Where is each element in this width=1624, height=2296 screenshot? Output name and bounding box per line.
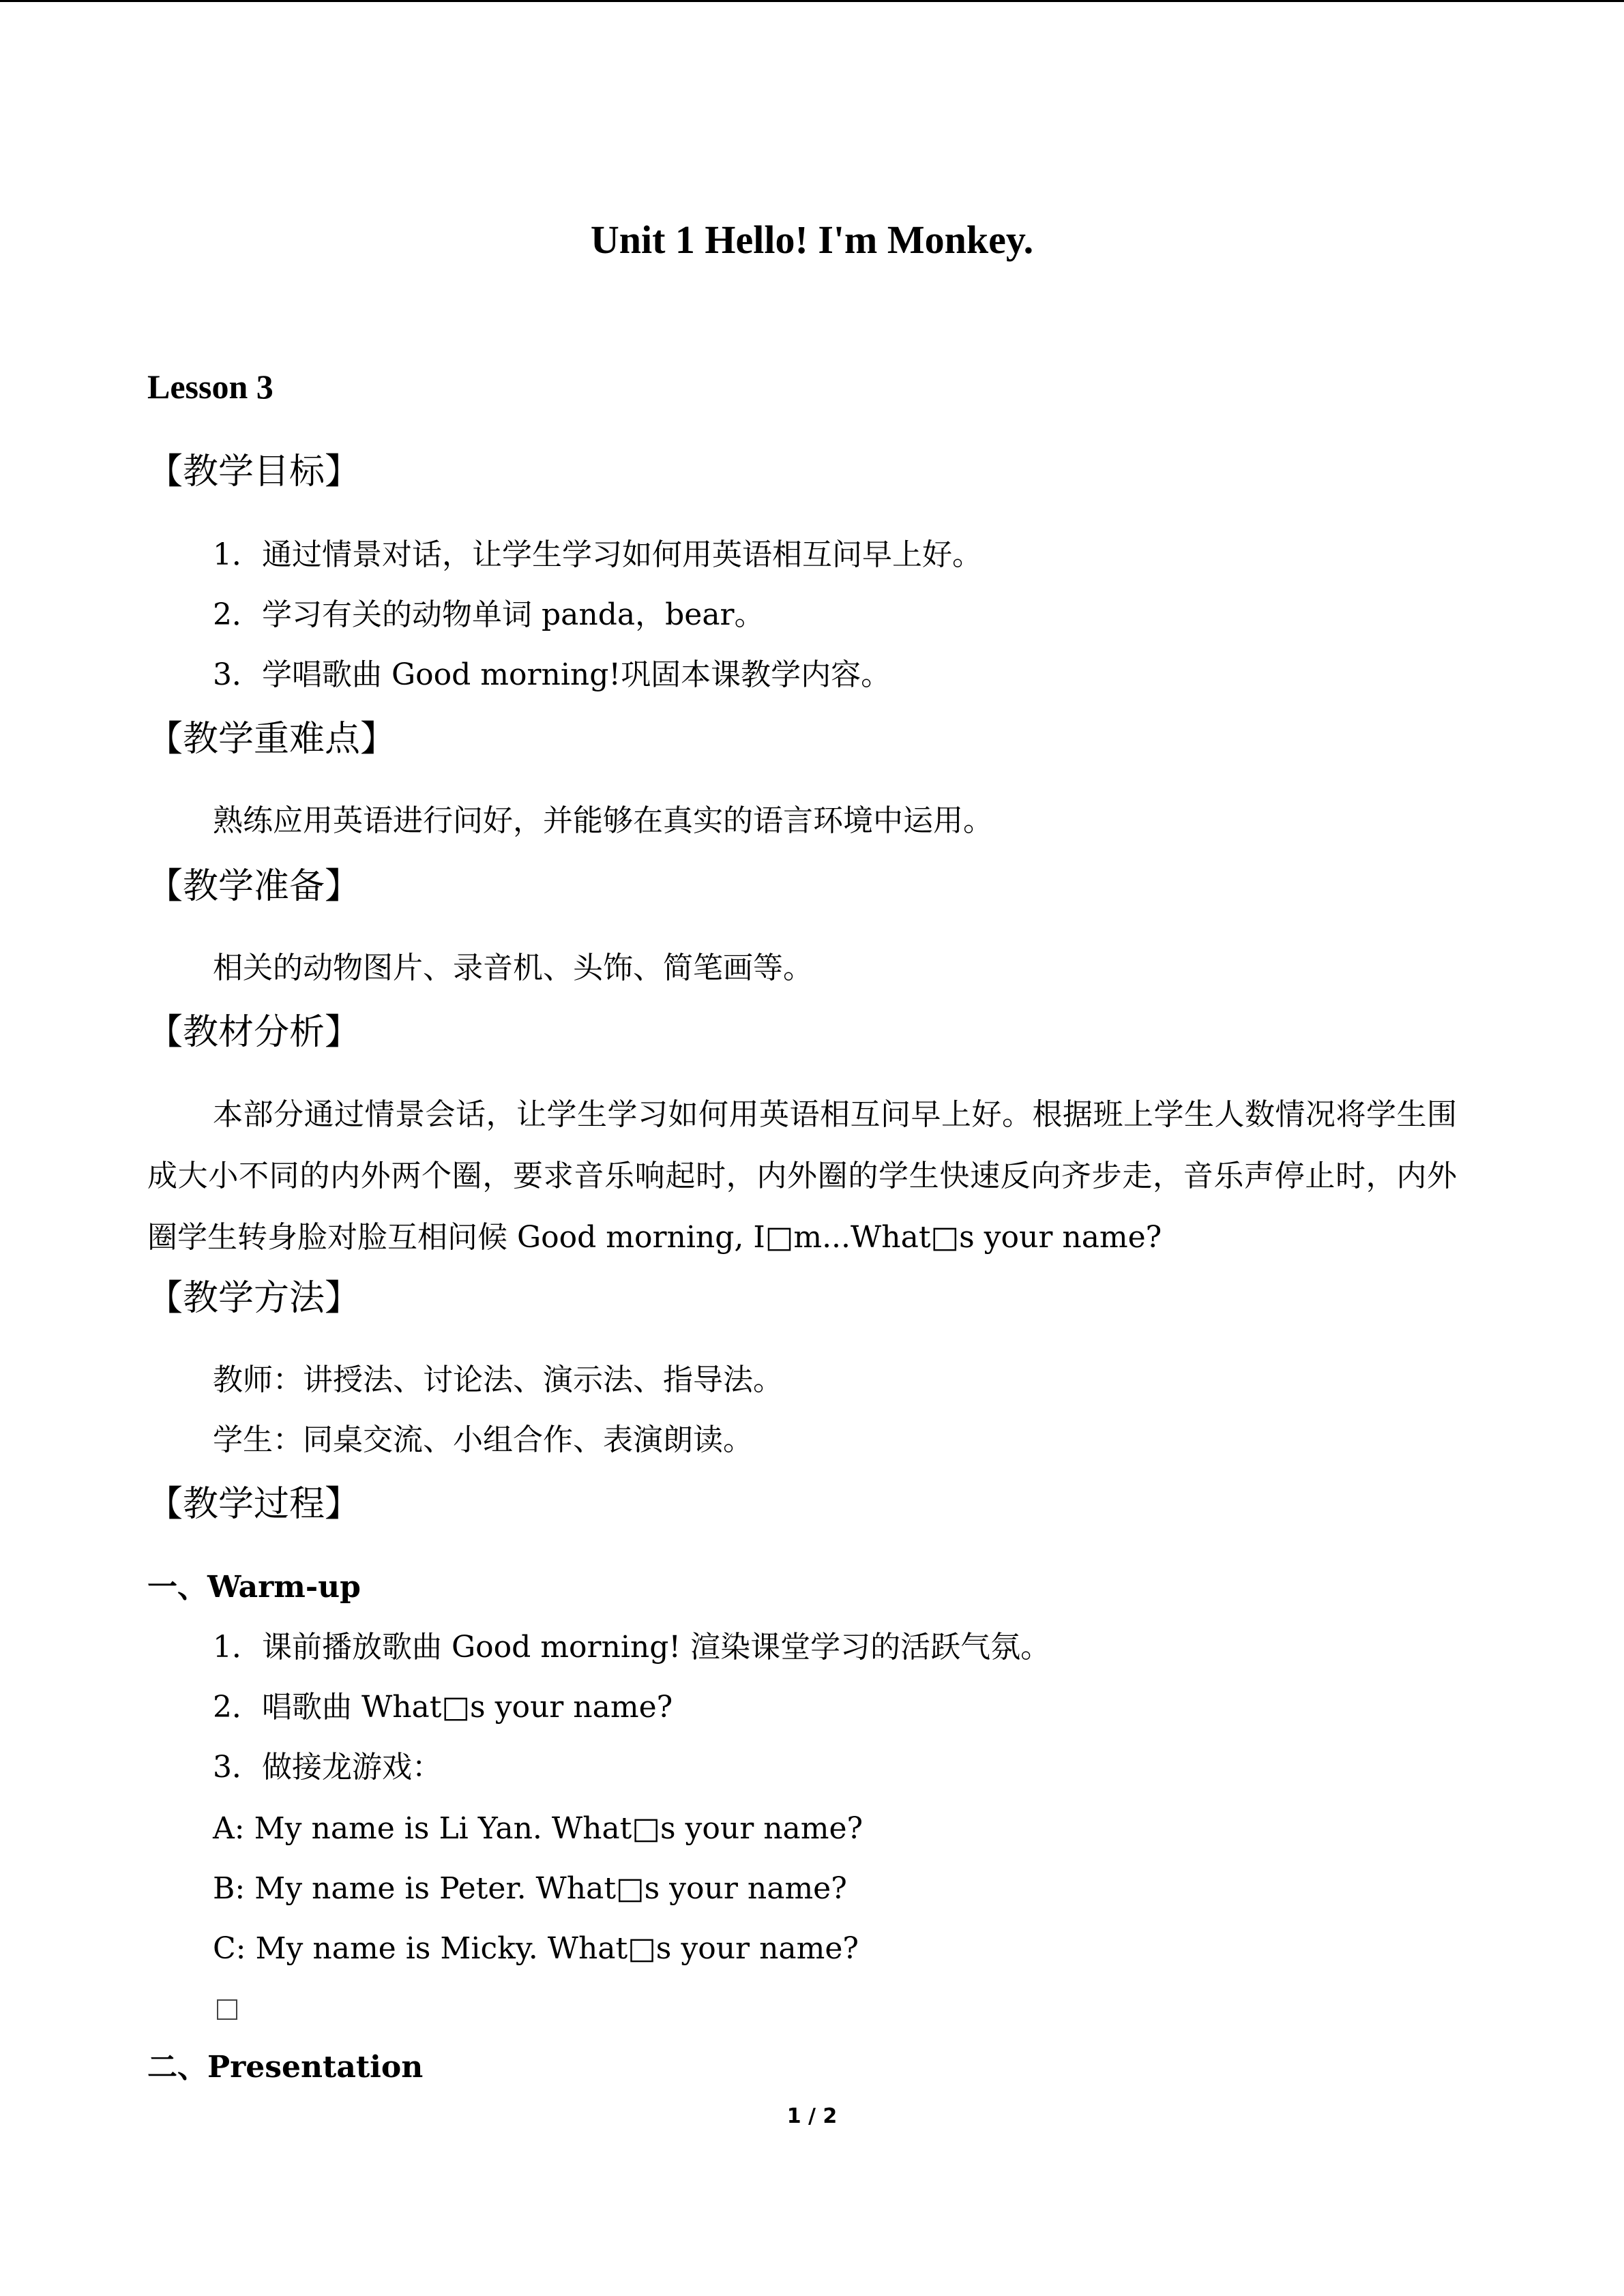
lesson-label: Lesson 3 [147, 368, 274, 406]
preparation-text: 相关的动物图片、录音机、头饰、简笔画等。 [213, 951, 813, 985]
methods-student: 学生：同桌交流、小组合作、表演朗读。 [213, 1422, 753, 1457]
preparation-heading: 【教学准备】 [147, 866, 361, 907]
warmup-title: 一、Warm-up [147, 1570, 361, 1605]
analysis-heading: 【教材分析】 [147, 1012, 361, 1053]
objective-item-2: 2．学习有关的动物单词 panda，bear。 [213, 597, 765, 632]
document-title: Unit 1 Hello! I'm Monkey. [590, 218, 1034, 262]
empty-box-glyph [217, 1999, 237, 2020]
warmup-item-1: 1．课前播放歌曲 Good morning! 渲染课堂学习的活跃气氛。 [213, 1630, 1051, 1665]
objective-item-3: 3．学唱歌曲 Good morning!巩固本课教学内容。 [213, 657, 891, 692]
presentation-title: 二、Presentation [147, 2050, 424, 2085]
process-heading: 【教学过程】 [147, 1484, 361, 1525]
dialog-line-c: C: My name is Micky. What□s your name? [213, 1931, 859, 1966]
warmup-item-3: 3．做接龙游戏： [213, 1750, 442, 1785]
methods-teacher: 教师：讲授法、讨论法、演示法、指导法。 [213, 1362, 783, 1397]
key-points-heading: 【教学重难点】 [147, 719, 396, 760]
warmup-item-2: 2．唱歌曲 What□s your name? [213, 1690, 673, 1725]
top-border-line [0, 0, 1624, 2]
methods-heading: 【教学方法】 [147, 1278, 361, 1319]
dialog-line-b: B: My name is Peter. What□s your name? [213, 1871, 847, 1906]
objective-item-1: 1．通过情景对话，让学生学习如何用英语相互问早上好。 [213, 537, 982, 572]
dialog-line-a: A: My name is Li Yan. What□s your name? [213, 1811, 863, 1846]
objectives-heading: 【教学目标】 [147, 451, 361, 492]
analysis-paragraph: 本部分通过情景会话，让学生学习如何用英语相互问早上好。根据班上学生人数情况将学生围成大小不同的内外两个圈，要求音乐响起时，内外圈的学生快速反向齐步走，音乐声停止时，内外圈学生转身脸对脸互相问候 Good morning, I□m...What□s your name? [147, 1097, 1457, 1255]
page-number: 1 / 2 [786, 2104, 838, 2128]
key-points-text: 熟练应用英语进行问好，并能够在真实的语言环境中运用。 [213, 803, 993, 838]
